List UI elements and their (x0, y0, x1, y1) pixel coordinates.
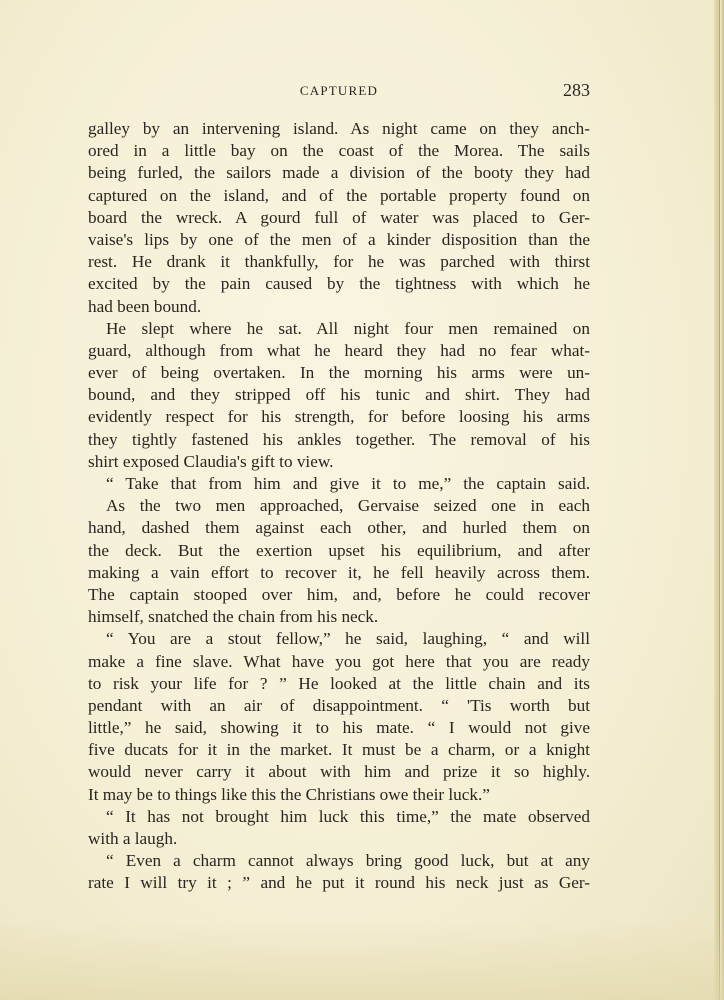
text-line: little,” he said, showing it to his mate. “ I would not give (88, 718, 590, 738)
page-edge-line (719, 0, 720, 1000)
text-line: evidently respect for his strength, for before loosing his arms (88, 407, 590, 427)
text-line: He slept where he sat. All night four men remained on (106, 318, 590, 338)
text-line: vaise's lips by one of the men of a kinder disposition than the (88, 229, 590, 249)
text-line: rate I will try it ; ” and he put it round his neck just as Ger- (88, 873, 590, 893)
page-header (88, 80, 590, 102)
text-line: “ Take that from him and give it to me,” the captain said. (106, 474, 590, 493)
text-line: “ It has not brought him luck this time,” the mate observed (106, 806, 590, 826)
text-line: make a fine slave. What have you got here that you are ready (88, 651, 590, 671)
text-line: they tightly fastened his ankles together. The removal of his (88, 429, 590, 449)
text-line: board the wreck. A gourd full of water was placed to Ger- (88, 207, 590, 227)
text-line: galley by an intervening island. As night came on they anch- (88, 119, 590, 138)
text-line: to risk your life for ? ” He looked at the little chain and its (88, 673, 590, 693)
text-line: ored in a little bay on the coast of the Morea. The sails (88, 141, 590, 161)
text-line: ever of being overtaken. In the morning his arms were un- (88, 363, 590, 383)
body-text (88, 118, 590, 895)
text-line: had been bound. (88, 296, 202, 316)
page-number: 283 (563, 80, 590, 100)
text-line: would never carry it about with him and prize it so highly. (88, 762, 590, 782)
text-line: with a laugh. (88, 829, 178, 848)
running-head: CAPTURED (299, 83, 379, 98)
bottom-shade (0, 920, 724, 1000)
text-line: The captain stooped over him, and, before he could recover (88, 584, 590, 604)
text-line: the deck. But the exertion upset his equilibrium, and after (88, 540, 590, 560)
text-line: hand, dashed them against each other, and hurled them on (88, 518, 590, 538)
text-line: captured on the island, and of the portable property found on (88, 185, 590, 205)
text-line: guard, although from what he heard they had no fear what- (88, 340, 590, 360)
text-line: making a vain effort to recover it, he fell heavily across them. (88, 562, 590, 582)
text-line: himself, snatched the chain from his neck. (88, 607, 379, 627)
text-line: “ Even a charm cannot always bring good luck, but at any (106, 851, 590, 871)
text-line: pendant with an air of disappointment. “ 'Tis worth but (88, 695, 590, 715)
text-line: excited by the pain caused by the tightness with which he (88, 274, 590, 294)
text-line: “ You are a stout fellow,” he said, laughing, “ and will (106, 629, 590, 649)
text-line: being furled, the sailors made a division of the booty they had (88, 163, 590, 183)
text-line: five ducats for it in the market. It must be a charm, or a knight (88, 740, 590, 760)
text-line: It may be to things like this the Christians owe their luck.” (88, 784, 490, 804)
text-line: bound, and they stripped off his tunic and shirt. They had (88, 385, 590, 405)
text-line: As the two men approached, Gervaise seized one in each (106, 496, 590, 516)
text-line: shirt exposed Claudia's gift to view. (88, 451, 334, 471)
text-line: rest. He drank it thankfully, for he was parched with thirst (88, 252, 590, 272)
